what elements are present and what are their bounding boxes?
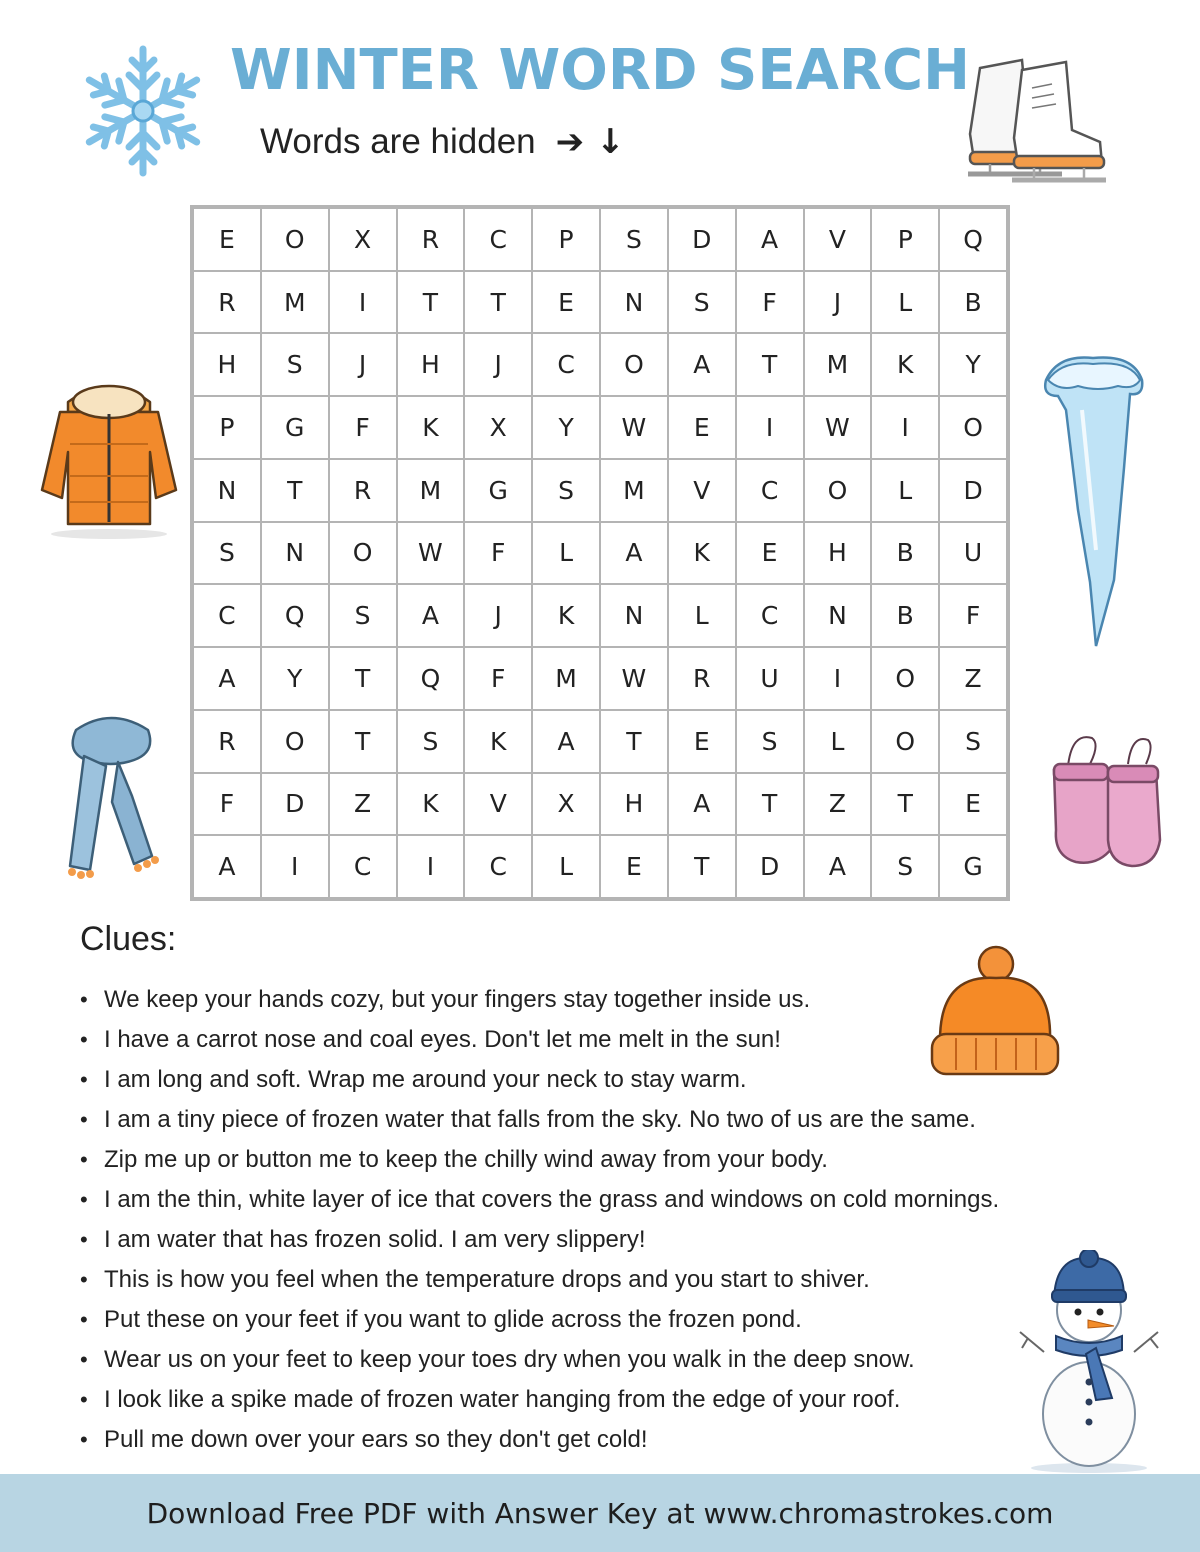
grid-cell: E [668,396,736,459]
grid-cell: S [939,710,1007,773]
grid-cell: S [736,710,804,773]
grid-cell: F [939,584,1007,647]
grid-cell: S [532,459,600,522]
grid-cell: K [668,522,736,585]
grid-cell: A [668,333,736,396]
instructions-text: Words are hidden [260,122,536,161]
grid-cell: J [464,333,532,396]
grid-cell: D [736,835,804,898]
clue-text: I look like a spike made of frozen water hanging from the edge of your roof. [104,1386,901,1413]
grid-cell: Y [261,647,329,710]
grid-cell: Z [804,773,872,836]
grid-cell: N [600,584,668,647]
grid-cell: W [600,396,668,459]
bullet-icon: • [80,1427,88,1452]
grid-cell: E [532,271,600,334]
grid-cell: A [193,835,261,898]
grid-cell: N [261,522,329,585]
clue-item [80,1380,1120,1420]
grid-cell: J [804,271,872,334]
clue-text: I am a tiny piece of frozen water that falls from the sky. No two of us are the same. [104,1106,976,1133]
grid-cell: I [736,396,804,459]
scarf-icon [56,710,166,886]
grid-cell: T [668,835,736,898]
grid-cell: T [600,710,668,773]
grid-cell: A [600,522,668,585]
bullet-icon: • [80,1267,88,1292]
grid-cell: G [261,396,329,459]
icicle-icon [1038,350,1148,650]
clue-item [80,1260,1120,1300]
clue-text: I am long and soft. Wrap me around your neck to stay warm. [104,1066,747,1093]
grid-cell: N [193,459,261,522]
grid-cell: O [871,647,939,710]
grid-cell: M [804,333,872,396]
grid-cell: V [464,773,532,836]
grid-cell: S [668,271,736,334]
grid-cell: R [329,459,397,522]
grid-cell: A [532,710,600,773]
clues-heading: Clues: [80,920,177,958]
clue-text: Pull me down over your ears so they don't get cold! [104,1426,648,1453]
grid-cell: G [939,835,1007,898]
grid-cell: R [668,647,736,710]
grid-cell: E [939,773,1007,836]
grid-cell: T [261,459,329,522]
grid-cell: L [871,271,939,334]
grid-cell: A [804,835,872,898]
grid-cell: V [804,208,872,271]
bullet-icon: • [80,1187,88,1212]
grid-cell: H [600,773,668,836]
grid-cell: I [397,835,465,898]
clue-text: This is how you feel when the temperature drops and you start to shiver. [104,1266,870,1293]
grid-cell: L [804,710,872,773]
bullet-icon: • [80,1147,88,1172]
grid-cell: A [397,584,465,647]
grid-cell: U [939,522,1007,585]
grid-cell: C [532,333,600,396]
grid-cell: N [804,584,872,647]
grid-cell: J [329,333,397,396]
grid-cell: E [193,208,261,271]
grid-cell: F [464,522,532,585]
grid-cell: I [871,396,939,459]
bullet-icon: • [80,1027,88,1052]
grid-cell: P [871,208,939,271]
grid-cell: O [261,208,329,271]
grid-cell: Z [329,773,397,836]
snowman-icon [1016,1250,1162,1474]
bullet-icon: • [80,1107,88,1132]
clue-text: Wear us on your feet to keep your toes dry when you walk in the deep snow. [104,1346,915,1373]
grid-cell: E [668,710,736,773]
clue-text: Put these on your feet if you want to glide across the frozen pond. [104,1306,802,1333]
word-search-grid [190,205,1010,901]
grid-cell: K [397,396,465,459]
grid-cell: Z [939,647,1007,710]
grid-cell: W [600,647,668,710]
clue-item [80,1220,1120,1260]
bullet-icon: • [80,1227,88,1252]
grid-cell: N [600,271,668,334]
grid-cell: O [804,459,872,522]
clue-text: Zip me up or button me to keep the chilly wind away from your body. [104,1146,828,1173]
grid-cell: B [871,522,939,585]
grid-cell: A [736,208,804,271]
grid-cell: M [532,647,600,710]
grid-cell: Y [939,333,1007,396]
grid-cell: A [668,773,736,836]
grid-cell: E [600,835,668,898]
grid-cell: M [600,459,668,522]
grid-cell: T [329,710,397,773]
grid-cell: R [193,710,261,773]
grid-cell: K [532,584,600,647]
grid-cell: C [736,584,804,647]
grid-cell: G [464,459,532,522]
grid-cell: O [261,710,329,773]
grid-cell: T [397,271,465,334]
grid-cell: K [464,710,532,773]
grid-cell: C [464,208,532,271]
grid-cell: L [532,835,600,898]
grid-cell: X [532,773,600,836]
clue-text: I am water that has frozen solid. I am very slippery! [104,1226,646,1253]
grid-cell: F [193,773,261,836]
grid-cell: B [871,584,939,647]
winter-coat-icon [38,372,180,540]
grid-cell: O [939,396,1007,459]
grid-cell: K [397,773,465,836]
grid-cell: L [532,522,600,585]
clue-item [80,1300,1120,1340]
grid-cell: F [329,396,397,459]
instructions [260,122,624,162]
grid-cell: L [668,584,736,647]
clue-item [80,1100,1120,1140]
clue-item [80,1340,1120,1380]
bullet-icon: • [80,1347,88,1372]
grid-cell: X [464,396,532,459]
grid-cell: D [261,773,329,836]
grid-cell: L [871,459,939,522]
grid-cell: S [193,522,261,585]
bullet-icon: • [80,1067,88,1092]
grid-cell: C [329,835,397,898]
grid-cell: K [871,333,939,396]
grid-cell: I [804,647,872,710]
grid-cell: F [464,647,532,710]
grid-cell: T [329,647,397,710]
ice-skates-icon [960,48,1150,190]
grid-cell: Y [532,396,600,459]
clue-item [80,1420,1120,1460]
grid-cell: M [261,271,329,334]
grid-cell: S [871,835,939,898]
grid-cell: T [464,271,532,334]
clue-text: I am the thin, white layer of ice that covers the grass and windows on cold mornings. [104,1186,1000,1213]
grid-cell: O [871,710,939,773]
direction-arrows-icon: ➔ ↓ [555,122,625,162]
grid-cell: P [193,396,261,459]
grid-cell: P [532,208,600,271]
grid-cell: I [261,835,329,898]
grid-cell: Q [397,647,465,710]
clue-item [80,1180,1120,1220]
snowflake-icon [82,40,204,182]
grid-cell: U [736,647,804,710]
grid-cell: S [329,584,397,647]
grid-cell: M [397,459,465,522]
grid-cell: T [736,333,804,396]
grid-cell: E [736,522,804,585]
bullet-icon: • [80,987,88,1012]
grid-cell: R [397,208,465,271]
clue-text: I have a carrot nose and coal eyes. Don't let me melt in the sun! [104,1026,781,1053]
grid-cell: A [193,647,261,710]
grid-cell: J [464,584,532,647]
grid-cell: H [804,522,872,585]
grid-cell: W [397,522,465,585]
grid-cell: C [464,835,532,898]
grid-cell: O [600,333,668,396]
page-title: WINTER WORD SEARCH [229,38,971,103]
grid-cell: R [193,271,261,334]
grid-cell: T [736,773,804,836]
grid-cell: X [329,208,397,271]
grid-cell: O [329,522,397,585]
knit-hat-icon [926,944,1062,1082]
grid-cell: T [871,773,939,836]
footer-text: Download Free PDF with Answer Key at www.chromastrokes.com [146,1496,1054,1530]
bullet-icon: • [80,1307,88,1332]
grid-cell: H [397,333,465,396]
clue-item [80,1140,1120,1180]
grid-cell: V [668,459,736,522]
mittens-icon [1028,730,1162,872]
grid-cell: S [600,208,668,271]
bullet-icon: • [80,1387,88,1412]
grid-cell: I [329,271,397,334]
grid-cell: H [193,333,261,396]
grid-cell: W [804,396,872,459]
grid-cell: S [261,333,329,396]
grid-cell: Q [939,208,1007,271]
grid-cell: D [668,208,736,271]
grid-cell: Q [261,584,329,647]
grid-cell: D [939,459,1007,522]
grid-cell: F [736,271,804,334]
grid-cell: S [397,710,465,773]
grid-cell: C [736,459,804,522]
grid-cell: B [939,271,1007,334]
clue-text: We keep your hands cozy, but your fingers stay together inside us. [104,986,811,1013]
grid-cell: C [193,584,261,647]
footer-banner [0,1474,1200,1552]
